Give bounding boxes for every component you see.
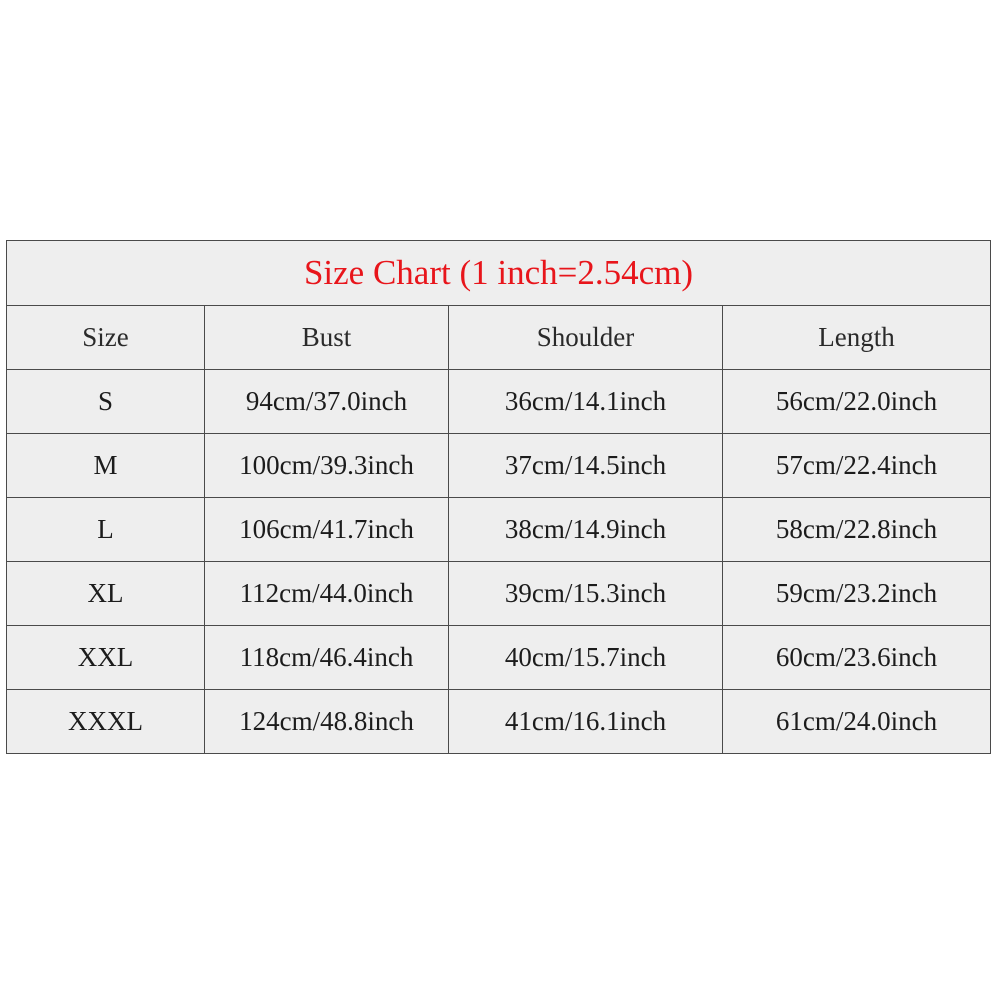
header-row	[7, 306, 991, 370]
size-cell: XL	[7, 562, 205, 626]
size-cell: XXL	[7, 626, 205, 690]
size-cell: L	[7, 498, 205, 562]
shoulder-cell: 39cm/15.3inch	[449, 562, 723, 626]
length-cell: 58cm/22.8inch	[723, 498, 991, 562]
column-header-shoulder: Shoulder	[449, 306, 723, 370]
table-row	[7, 434, 991, 498]
length-cell: 60cm/23.6inch	[723, 626, 991, 690]
size-chart-table	[6, 240, 991, 754]
shoulder-cell: 36cm/14.1inch	[449, 370, 723, 434]
bust-cell: 124cm/48.8inch	[205, 690, 449, 754]
size-cell: XXXL	[7, 690, 205, 754]
length-cell: 61cm/24.0inch	[723, 690, 991, 754]
table-row	[7, 690, 991, 754]
bust-cell: 106cm/41.7inch	[205, 498, 449, 562]
bust-cell: 112cm/44.0inch	[205, 562, 449, 626]
bust-cell: 94cm/37.0inch	[205, 370, 449, 434]
table-row	[7, 498, 991, 562]
table-row	[7, 562, 991, 626]
length-cell: 57cm/22.4inch	[723, 434, 991, 498]
column-header-bust: Bust	[205, 306, 449, 370]
table-title: Size Chart (1 inch=2.54cm)	[7, 241, 991, 306]
size-cell: S	[7, 370, 205, 434]
shoulder-cell: 37cm/14.5inch	[449, 434, 723, 498]
shoulder-cell: 40cm/15.7inch	[449, 626, 723, 690]
bust-cell: 100cm/39.3inch	[205, 434, 449, 498]
shoulder-cell: 38cm/14.9inch	[449, 498, 723, 562]
size-cell: M	[7, 434, 205, 498]
bust-cell: 118cm/46.4inch	[205, 626, 449, 690]
column-header-size: Size	[7, 306, 205, 370]
length-cell: 56cm/22.0inch	[723, 370, 991, 434]
table-row	[7, 370, 991, 434]
shoulder-cell: 41cm/16.1inch	[449, 690, 723, 754]
table-row	[7, 626, 991, 690]
column-header-length: Length	[723, 306, 991, 370]
title-row	[7, 241, 991, 306]
length-cell: 59cm/23.2inch	[723, 562, 991, 626]
